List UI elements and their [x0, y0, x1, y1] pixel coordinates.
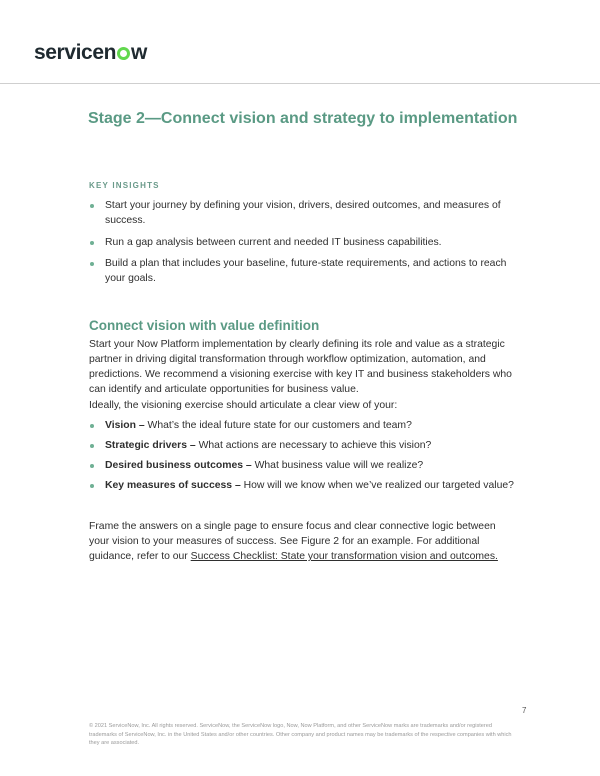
- term-label: Vision –: [105, 420, 145, 431]
- bullet-icon: [90, 204, 94, 208]
- bullet-icon: [90, 424, 94, 428]
- key-insights-label: KEY INSIGHTS: [89, 181, 160, 190]
- servicenow-logo: [34, 41, 147, 65]
- list-item-text: Start your journey by defining your vision, drivers, desired outcomes, and measures of success.: [105, 200, 501, 226]
- section-heading: Connect vision with value definition: [89, 318, 320, 333]
- list-item: [89, 438, 529, 453]
- term-label: Desired business outcomes –: [105, 460, 252, 471]
- term-text: What actions are necessary to achieve this vision?: [195, 440, 432, 451]
- term-label: Strategic drivers –: [105, 440, 196, 451]
- list-item: [89, 256, 509, 286]
- list-item: [89, 198, 509, 228]
- term-text: How will we know when we’ve realized our targeted value?: [240, 480, 514, 491]
- header-divider: [0, 83, 600, 84]
- section-intro: Start your Now Platform implementation by clearly defining its role and value as a strategic partner in driving digital transformation through workflow optimization, automation, and predictions. We recommend a visioning exercise with key IT and business stakeholders who can identify and articulate opportunities for business value.: [89, 339, 512, 395]
- term-text: What’s the ideal future state for our customers and team?: [144, 420, 412, 431]
- vision-list: [89, 418, 529, 498]
- bullet-icon: [90, 444, 94, 448]
- copyright-footer: © 2021 ServiceNow, Inc. All rights reserved. ServiceNow, the ServiceNow logo, Now, Now Platform, and other ServiceNow marks are trademarks and/or registered trademarks of ServiceNow, Inc. in the United States and/or other countries. Other company and product names may be trademarks of the respective companies with which they are associated.: [89, 723, 512, 747]
- logo-o-icon: [117, 47, 130, 60]
- list-item: [89, 418, 529, 433]
- closing-paragraph: [89, 519, 514, 564]
- term-label: Key measures of success –: [105, 480, 241, 491]
- bullet-icon: [90, 464, 94, 468]
- list-item: [89, 235, 509, 250]
- logo-text-end: w: [131, 41, 147, 64]
- list-item-text: Build a plan that includes your baseline, future-state requirements, and actions to reach your goals.: [105, 258, 507, 284]
- bullet-icon: [90, 484, 94, 488]
- page-number: 7: [522, 706, 527, 715]
- closing-text: Frame the answers on a single page to ensure focus and clear connective logic between your vision to your measures of success. See Figure 2 for an example. For additional guidance, refer to our: [89, 521, 496, 562]
- term-text: What business value will we realize?: [251, 460, 424, 471]
- logo-text-start: servicen: [34, 41, 117, 64]
- list-item: [89, 458, 529, 473]
- key-insights-list: [89, 198, 509, 293]
- success-checklist-link[interactable]: Success Checklist: State your transformation vision and outcomes.: [190, 551, 498, 562]
- bullet-icon: [90, 241, 94, 245]
- page-title: Stage 2—Connect vision and strategy to implementation: [88, 110, 518, 127]
- section-lead: Ideally, the visioning exercise should articulate a clear view of your:: [89, 400, 398, 411]
- list-item: [89, 478, 529, 493]
- list-item-text: Run a gap analysis between current and needed IT business capabilities.: [105, 236, 442, 248]
- bullet-icon: [90, 262, 94, 266]
